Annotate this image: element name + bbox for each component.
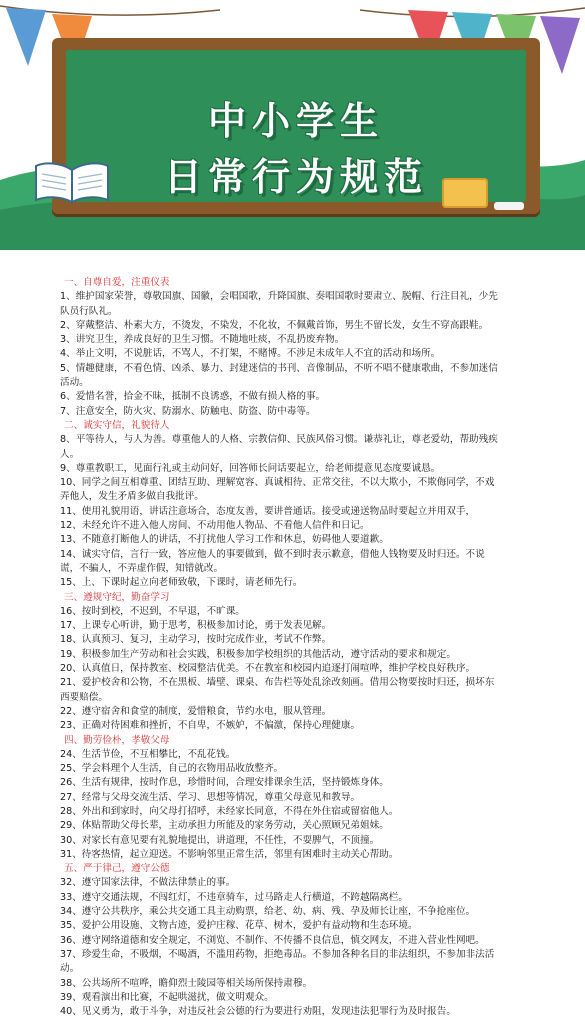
rule-line: 15、上、下课时起立向老师致敬，下课时，请老师先行。 <box>60 577 303 589</box>
rule-line: 20、认真值日，保持教室、校园整洁优美。不在教室和校园内追逐打闹喧哗，维护学校良好秩序。 <box>60 663 476 675</box>
rule-line: 5、情趣健康，不看色情、凶杀、暴力、封建迷信的书刊、音像制品，不听不唱不健康歌曲，不参加迷信 <box>60 362 498 374</box>
pennant-icon <box>540 16 580 74</box>
rule-line: 10、同学之间互相尊重、团结互助、理解宽容、真诚相待、正常交往，不以大欺小，不欺侮同学，不戏 <box>60 477 495 489</box>
rule-line: 32、遵守国家法律，不做法律禁止的事。 <box>60 877 236 889</box>
sponge-icon <box>442 178 488 208</box>
rule-line: 39、观看演出和比赛，不起哄滋扰，做文明观众。 <box>60 991 274 1003</box>
pennant-icon <box>6 8 46 66</box>
rule-line: 30、对家长有意见要有礼貌地提出，讲道理，不任性，不耍脾气，不顶撞。 <box>60 834 380 846</box>
rule-line: 19、积极参加生产劳动和社会实践，积极参加学校组织的其他活动，遵守活动的要求和规定。 <box>60 648 456 660</box>
rule-line: 谎，不骗人，不弄虚作假，知错就改。 <box>60 562 224 574</box>
chalk-icon <box>494 202 524 210</box>
rule-line: 37、珍爱生命，不吸烟，不喝酒，不滥用药物，拒绝毒品。不参加各种名目的非法组织，不参加非法活 <box>60 948 495 960</box>
rule-line: 弄他人，发生矛盾多做自我批评。 <box>60 491 204 503</box>
rules-text <box>60 276 550 1019</box>
rule-line: 队员行队礼。 <box>60 305 118 317</box>
rule-line: 40、见义勇为，敢于斗争，对违反社会公德的行为要进行劝阻，发现违法犯罪行为及时报告。 <box>60 1006 456 1018</box>
rule-line: 28、外出和到家时，向父母打招呼，未经家长同意，不得在外住宿或留宿他人。 <box>60 805 399 817</box>
rule-line: 23、正确对待困难和挫折，不自卑，不嫉妒，不偏激，保持心理健康。 <box>60 720 361 732</box>
rule-line: 活动。 <box>60 377 89 389</box>
title-line-2: 日常行为规范 <box>163 155 428 199</box>
rule-line: 26、生活有规律，按时作息，珍惜时间，合理安排课余生活，坚持锻炼身体。 <box>60 777 389 789</box>
rule-line: 12、未经允许不进入他人房间、不动用他人物品、不看他人信件和日记。 <box>60 520 370 532</box>
rule-line: 22、遵守宿舍和食堂的制度，爱惜粮食，节约水电，服从管理。 <box>60 705 332 717</box>
rule-line: 18、认真预习、复习，主动学习，按时完成作业，考试不作弊。 <box>60 634 332 646</box>
rule-line: 21、爱护校舍和公物，不在黑板、墙壁、课桌、布告栏等处乱涂改刻画。借用公物要按时归还，损坏东 <box>60 677 495 689</box>
rule-line: 31、待客热情，起立迎送。不影响邻里正常生活，邻里有困难时主动关心帮助。 <box>60 848 399 860</box>
rule-line: 4、举止文明，不说脏话，不骂人，不打架，不赌博。不涉足未成年人不宜的活动和场所。 <box>60 348 441 360</box>
rule-line: 29、体贴帮助父母长辈，主动承担力所能及的家务劳动，关心照顾兄弟姐妹。 <box>60 820 389 832</box>
rule-line: 38、公共场所不喧哗，瞻仰烈士陵园等相关场所保持肃穆。 <box>60 977 313 989</box>
rule-line: 13、不随意打断他人的讲话，不打扰他人学习工作和休息，妨碍他人要道歉。 <box>60 534 389 546</box>
rule-line: 16、按时到校，不迟到，不早退，不旷课。 <box>60 605 245 617</box>
title-line-1: 中小学生 <box>207 99 384 143</box>
rule-line: 25、学会料理个人生活，自己的衣物用品收放整齐。 <box>60 763 284 775</box>
rule-line: 14、诚实守信，言行一致，答应他人的事要做到，做不到时表示歉意，借他人钱物要及时归还。不说 <box>60 548 485 560</box>
rule-line: 17、上课专心听讲，勤于思考，积极参加讨论，勇于发表见解。 <box>60 620 332 632</box>
rule-line: 6、爱惜名誉，拾金不昧，抵制不良诱惑，不做有损人格的事。 <box>60 391 326 403</box>
section-heading: 三、遵规守纪，勤奋学习 <box>64 591 170 603</box>
rule-line: 西要赔偿。 <box>60 691 108 703</box>
rule-line: 7、注意安全，防火灾、防溺水、防触电、防盗、防中毒等。 <box>60 405 316 417</box>
section-heading: 一、自尊自爱，注重仪表 <box>64 277 170 288</box>
section-heading: 五、严于律己，遵守公德 <box>64 863 170 875</box>
rule-line: 动。 <box>60 963 80 975</box>
rule-line: 人。 <box>60 448 80 460</box>
rule-line: 35、爱护公用设施、文物古迹，爱护庄稼、花草、树木，爱护有益动物和生态环境。 <box>60 920 418 932</box>
rule-line: 27、经常与父母交流生活、学习、思想等情况，尊重父母意见和教导。 <box>60 791 361 803</box>
rule-line: 2、穿戴整洁、朴素大方，不烫发，不染发，不化妆，不佩戴首饰，男生不留长发，女生不穿高跟鞋。 <box>60 319 489 331</box>
rule-line: 8、平等待人，与人为善。尊重他人的人格、宗教信仰、民族风俗习惯。谦恭礼让，尊老爱幼，帮助残疾 <box>60 434 498 446</box>
rule-line: 11、使用礼貌用语，讲话注意场合，态度友善，要讲普通话。接受或递送物品时要起立并用双手， <box>60 505 476 517</box>
header-banner <box>0 0 585 250</box>
rule-line: 33、遵守交通法规，不闯红灯，不违章骑车，过马路走人行横道，不跨越隔离栏。 <box>60 891 408 903</box>
rule-line: 36、遵守网络道德和安全规定，不浏览、不制作、不传播不良信息，慎交网友，不进入营业性网吧。 <box>60 934 485 946</box>
rule-line: 24、生活节俭，不互相攀比，不乱花钱。 <box>60 748 236 760</box>
section-heading: 四、勤劳俭朴，孝敬父母 <box>64 734 170 746</box>
rule-line: 1、维护国家荣誉，尊敬国旗、国徽，会唱国歌，升降国旗、奏唱国歌时要肃立、脱帽、行注目礼，少先 <box>60 291 498 303</box>
rule-line: 3、讲究卫生，养成良好的卫生习惯。不随地吐痰，不乱扔废弃物。 <box>60 334 345 346</box>
rule-line: 9、尊重教职工，见面行礼或主动问好，回答师长问话要起立，给老师提意见态度要诚恳。 <box>60 462 441 474</box>
section-heading: 二、诚实守信，礼貌待人 <box>64 419 170 431</box>
rule-line: 34、遵守公共秩序，乘公共交通工具主动购票，给老、幼、病、残、孕及师长让座，不争抢座位。 <box>60 906 476 918</box>
book-icon <box>32 160 112 204</box>
